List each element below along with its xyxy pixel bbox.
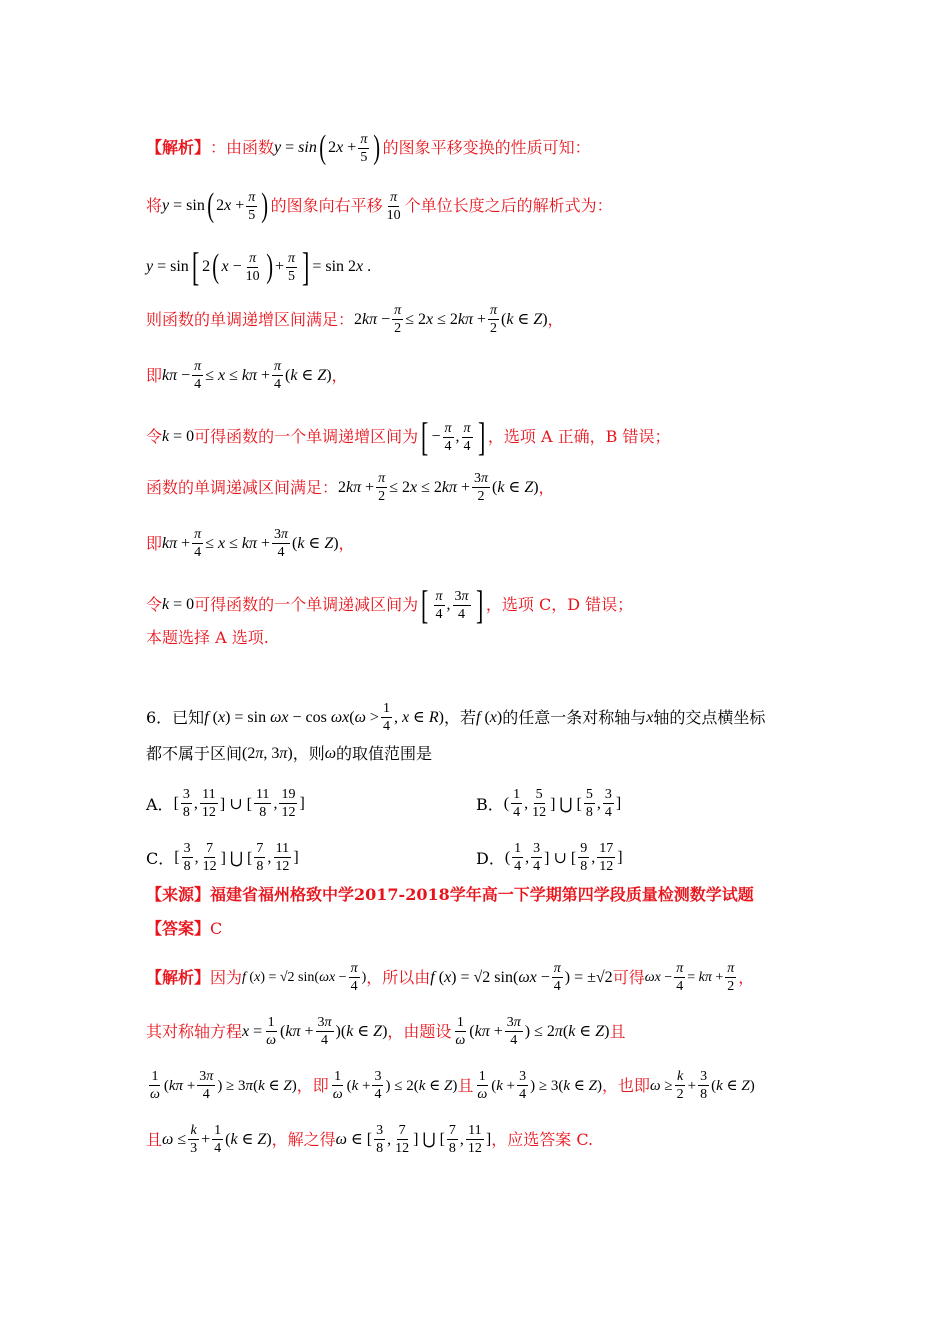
fraction: $\frac{3\pi}{4}$ [317, 1015, 332, 1048]
fraction: $\frac{\pi}{2}$ [394, 303, 402, 336]
text: ，若 [444, 707, 477, 727]
text: 且 [609, 1021, 626, 1041]
text: 都不属于区间 [146, 744, 243, 763]
paren: ) [373, 129, 381, 166]
formula: = kπ + [687, 969, 724, 985]
formula: x − [221, 258, 242, 275]
fraction: $\frac{1}{\omega}$ [266, 1015, 277, 1048]
fraction: $\frac{3\pi}{2}$ [474, 471, 489, 504]
bracket: [ [421, 414, 429, 459]
formula: y = sin [162, 197, 205, 214]
fraction: $\frac{\pi}{5}$ [248, 189, 256, 223]
formula: [ [173, 794, 179, 812]
fraction: $\frac{7}{12}$ [202, 841, 217, 874]
formula: ) [361, 969, 367, 985]
solution-line-5 [146, 358, 826, 393]
text: 的图象向右平移 [270, 196, 383, 215]
solution-line-4 [146, 302, 826, 337]
answer-tag: 【答案】 [146, 919, 211, 938]
formula: ω ≤ [162, 1130, 187, 1148]
text: ， [738, 967, 755, 987]
formula: f (x) [476, 708, 503, 726]
paren: ) [261, 187, 269, 224]
formula: ] [293, 848, 299, 866]
formula: ) ≤ 2π(k ∈ Z) [524, 1022, 610, 1040]
solution-line-7 [146, 470, 826, 505]
text: ，所以由 [366, 967, 431, 987]
fraction: $\frac{\pi}{10}$ [245, 250, 260, 284]
formula: (k ∈ Z) [711, 1077, 755, 1094]
formula: kπ + [162, 534, 191, 552]
solution-line-2 [146, 186, 826, 226]
fraction: $\frac{3\pi}{4}$ [454, 588, 469, 622]
text: 可得函数的一个单调递增区间为 [194, 427, 419, 446]
text: 轴的交点横坐标 [653, 707, 766, 727]
formula: ω [324, 745, 337, 762]
fraction: $\frac{\pi}{4}$ [553, 961, 561, 994]
analysis-line-4 [146, 1122, 826, 1157]
option-a [146, 786, 305, 821]
formula: ] ∪ [ [219, 795, 252, 813]
text: 则函数的单调递增区间满足： [146, 309, 355, 329]
analysis-line-2 [146, 1014, 826, 1049]
option-label: C． [146, 849, 175, 868]
formula: ω ∈ [ [335, 1130, 373, 1148]
formula: [ [174, 848, 180, 866]
fraction: $\frac{3}{8}$ [183, 841, 191, 874]
text: 函数的单调递减区间满足： [146, 477, 339, 497]
formula: ) = ±√2 [564, 968, 613, 986]
fraction: $\frac{3}{8}$ [700, 1069, 708, 1102]
analysis-tag: 【解析】 [146, 138, 211, 157]
paren: ) [265, 248, 273, 285]
formula: f (x) = √2 sin(ωx − [430, 968, 550, 986]
source-tag: 【来源】 [146, 885, 211, 904]
fraction: $\frac{\pi}{4}$ [274, 359, 282, 392]
formula: + [274, 258, 284, 275]
text: 即 [146, 365, 163, 385]
text: 的任意一条对称轴与 [502, 707, 647, 727]
text: 的图象平移变换的性质可知： [382, 138, 591, 157]
fraction: $\frac{1}{4}$ [214, 1123, 222, 1156]
formula: x [646, 708, 654, 726]
formula: ω ≥ [650, 1077, 673, 1094]
formula: )(k ∈ Z) [335, 1022, 388, 1040]
option-label: D． [476, 849, 505, 868]
text: 可得 [612, 967, 645, 987]
option-label: A． [146, 795, 174, 814]
fraction: $\frac{\pi}{10}$ [386, 189, 401, 223]
solution-line-9 [146, 582, 826, 628]
analysis-line-3 [146, 1068, 826, 1103]
fraction: $\frac{\pi}{5}$ [287, 250, 295, 284]
option-d [476, 840, 623, 875]
analysis-line-1 [146, 960, 826, 995]
bracket: ] [301, 244, 310, 289]
formula: , [459, 1130, 464, 1148]
fraction: $\frac{1}{\omega}$ [477, 1069, 488, 1102]
formula: (2π, 3π) [242, 745, 293, 762]
formula: ωx − [644, 969, 673, 985]
formula: 2x + [328, 139, 357, 156]
option-label: B． [476, 795, 504, 814]
formula: ) ≤ 2(k ∈ Z) [385, 1077, 458, 1094]
formula: ] ⋃ [ [413, 1130, 445, 1148]
question-6-line-1 [146, 700, 826, 735]
fraction: $\frac{k}{2}$ [676, 1069, 684, 1102]
fraction: $\frac{\pi}{4}$ [444, 420, 452, 454]
paren: ( [212, 248, 220, 285]
fraction: $\frac{\pi}{4}$ [676, 961, 684, 994]
formula: ≤ x ≤ kπ + [205, 366, 271, 384]
formula: y = sin [146, 258, 189, 275]
fraction: $\frac{11}{8}$ [255, 787, 270, 820]
formula: , [591, 848, 596, 866]
formula: y = sin [274, 139, 317, 156]
formula: (kπ + [163, 1077, 196, 1094]
fraction: $\frac{\pi}{4}$ [194, 359, 202, 392]
fraction: $\frac{7}{8}$ [448, 1123, 456, 1156]
formula: ] ⋃ [ [220, 849, 253, 867]
question-number: 6．已知 [146, 707, 205, 727]
text: 且 [457, 1075, 474, 1095]
text: ， [331, 365, 348, 385]
fraction: $\frac{\pi}{4}$ [350, 961, 358, 994]
bracket: [ [191, 244, 200, 289]
fraction: $\frac{\pi}{4}$ [463, 420, 471, 454]
text: ：由函数 [210, 138, 275, 157]
fraction: $\frac{3}{8}$ [376, 1123, 384, 1156]
text: 且 [146, 1129, 163, 1149]
paren: ( [207, 187, 214, 224]
fraction: $\frac{17}{12}$ [599, 841, 614, 874]
formula: , [194, 848, 199, 866]
text: ， [538, 477, 555, 497]
formula: + [201, 1130, 211, 1148]
formula: ( [503, 794, 510, 812]
fraction: $\frac{11}{12}$ [275, 841, 290, 874]
fraction: $\frac{19}{12}$ [281, 787, 296, 820]
text: 本题选择 A 选项. [146, 628, 269, 647]
formula: (kπ + [469, 1022, 503, 1040]
formula: , [455, 428, 460, 445]
text: 其对称轴方程 [146, 1021, 243, 1041]
fraction: $\frac{5}{12}$ [532, 787, 547, 820]
solution-line-3 [146, 244, 826, 290]
formula: ≤ 2x ≤ 2kπ + [389, 478, 471, 496]
formula: f (x) = √2 sin(ωx − [242, 969, 347, 985]
option-c [146, 840, 299, 875]
fraction: $\frac{1}{4}$ [382, 701, 390, 734]
fraction: $\frac{11}{12}$ [201, 787, 216, 820]
formula: , [387, 1130, 392, 1148]
formula: ] [615, 794, 622, 812]
fraction: $\frac{3\pi}{4}$ [199, 1069, 214, 1102]
text: ，即 [296, 1075, 329, 1095]
fraction: $\frac{1}{4}$ [514, 841, 522, 874]
formula: , [446, 596, 451, 613]
fraction: $\frac{3\pi}{4}$ [506, 1015, 521, 1048]
answer-line [146, 919, 826, 939]
bracket: [ [421, 582, 429, 627]
formula: (k ∈ Z) [285, 366, 332, 384]
text: 因为 [210, 967, 243, 987]
formula: kπ − [162, 366, 191, 384]
formula: ] ∪ [ [544, 849, 577, 867]
fraction: $\frac{\pi}{2}$ [378, 471, 386, 504]
text: ，应选答案 C. [491, 1129, 594, 1149]
fraction: $\frac{3}{4}$ [604, 787, 612, 820]
formula: 2x + [216, 197, 245, 214]
text: 令 [146, 595, 163, 614]
formula: (k ∈ Z) [492, 478, 539, 496]
bracket: ] [475, 582, 483, 627]
formula: , x ∈ R) [393, 708, 444, 726]
formula: 2kπ − [354, 310, 391, 328]
fraction: $\frac{\pi}{5}$ [360, 131, 368, 165]
text: ，由题设 [387, 1021, 452, 1041]
source-text: 福建省福州格致中学2017-2018学年高一下学期第四学段质量检测数学试题 [210, 885, 754, 904]
formula: x = [242, 1022, 263, 1040]
formula: , [525, 848, 530, 866]
question-6-line-2 [146, 744, 826, 764]
formula: = sin 2x . [312, 258, 372, 275]
formula: ] [485, 1130, 492, 1148]
text: 令 [146, 427, 163, 446]
fraction: $\frac{\pi}{4}$ [194, 527, 202, 560]
paren: ( [319, 129, 326, 166]
text: 个单位长度之后的解析式为： [404, 196, 613, 215]
text: ，解之得 [271, 1129, 336, 1149]
formula: , [273, 794, 278, 812]
fraction: $\frac{3}{4}$ [519, 1069, 527, 1102]
formula: − [431, 428, 441, 445]
fraction: $\frac{1}{\omega}$ [332, 1069, 343, 1102]
text: 的取值范围是 [336, 744, 433, 763]
bracket: ] [477, 414, 485, 459]
fraction: $\frac{\pi}{4}$ [435, 588, 443, 622]
option-b [476, 786, 621, 821]
text: ，则 [292, 744, 325, 763]
text: 可得函数的一个单调递减区间为 [194, 595, 419, 614]
formula: k = 0 [162, 596, 195, 613]
formula: ≤ 2x ≤ 2kπ + [405, 310, 487, 328]
text: ， [338, 533, 355, 553]
solution-line-6 [146, 414, 826, 460]
text: 即 [146, 533, 163, 553]
fraction: $\frac{11}{12}$ [467, 1123, 482, 1156]
formula: ] [617, 848, 623, 866]
formula: ( [504, 848, 511, 866]
formula: , [524, 794, 529, 812]
fraction: $\frac{3}{8}$ [182, 787, 190, 820]
source-line [146, 885, 826, 905]
fraction: $\frac{3}{4}$ [374, 1069, 382, 1102]
fraction: $\frac{3\pi}{4}$ [274, 527, 289, 560]
formula: ) ≥ 3π(k ∈ Z) [217, 1077, 297, 1094]
answer-value: C [210, 919, 223, 938]
fraction: $\frac{1}{\omega}$ [455, 1015, 466, 1048]
formula: (kπ + [280, 1022, 314, 1040]
formula: (k + [346, 1077, 371, 1094]
formula: (k ∈ Z) [292, 534, 339, 552]
solution-line-8 [146, 526, 826, 561]
solution-line-10 [146, 628, 826, 648]
formula: ] [299, 794, 305, 812]
text: ，也即 [602, 1075, 651, 1095]
fraction: $\frac{1}{\omega}$ [150, 1069, 160, 1102]
formula: 2 [202, 258, 211, 275]
formula: ) ≥ 3(k ∈ Z) [530, 1077, 602, 1094]
formula: , [267, 848, 272, 866]
solution-line-1 [146, 128, 826, 168]
fraction: $\frac{7}{8}$ [256, 841, 264, 874]
formula: (k ∈ Z) [501, 310, 548, 328]
fraction: $\frac{1}{4}$ [513, 787, 521, 820]
formula: , [193, 794, 198, 812]
formula: 2kπ + [338, 478, 375, 496]
analysis-tag: 【解析】 [146, 967, 211, 987]
fraction: $\frac{3}{4}$ [533, 841, 541, 874]
formula: ] ⋃ [ [550, 795, 582, 813]
fraction: $\frac{7}{12}$ [395, 1123, 410, 1156]
fraction: $\frac{9}{8}$ [580, 841, 588, 874]
text: 将 [146, 196, 163, 215]
text: ，选项 A 正确，B 错误； [487, 427, 671, 446]
formula: k = 0 [162, 428, 195, 445]
fraction: $\frac{5}{8}$ [585, 787, 593, 820]
text: ，选项 C，D 错误； [485, 595, 634, 614]
formula: (k ∈ Z) [225, 1130, 272, 1148]
formula: + [687, 1077, 697, 1094]
formula: , [596, 794, 601, 812]
fraction: $\frac{k}{3}$ [190, 1123, 198, 1156]
text: ， [547, 309, 564, 329]
fraction: $\frac{\pi}{2}$ [490, 303, 498, 336]
formula: f (x) = sin ωx − cos ωx(ω > [204, 708, 379, 726]
fraction: $\frac{\pi}{2}$ [727, 961, 735, 994]
formula: (k + [491, 1077, 516, 1094]
formula: ≤ x ≤ kπ + [205, 534, 271, 552]
